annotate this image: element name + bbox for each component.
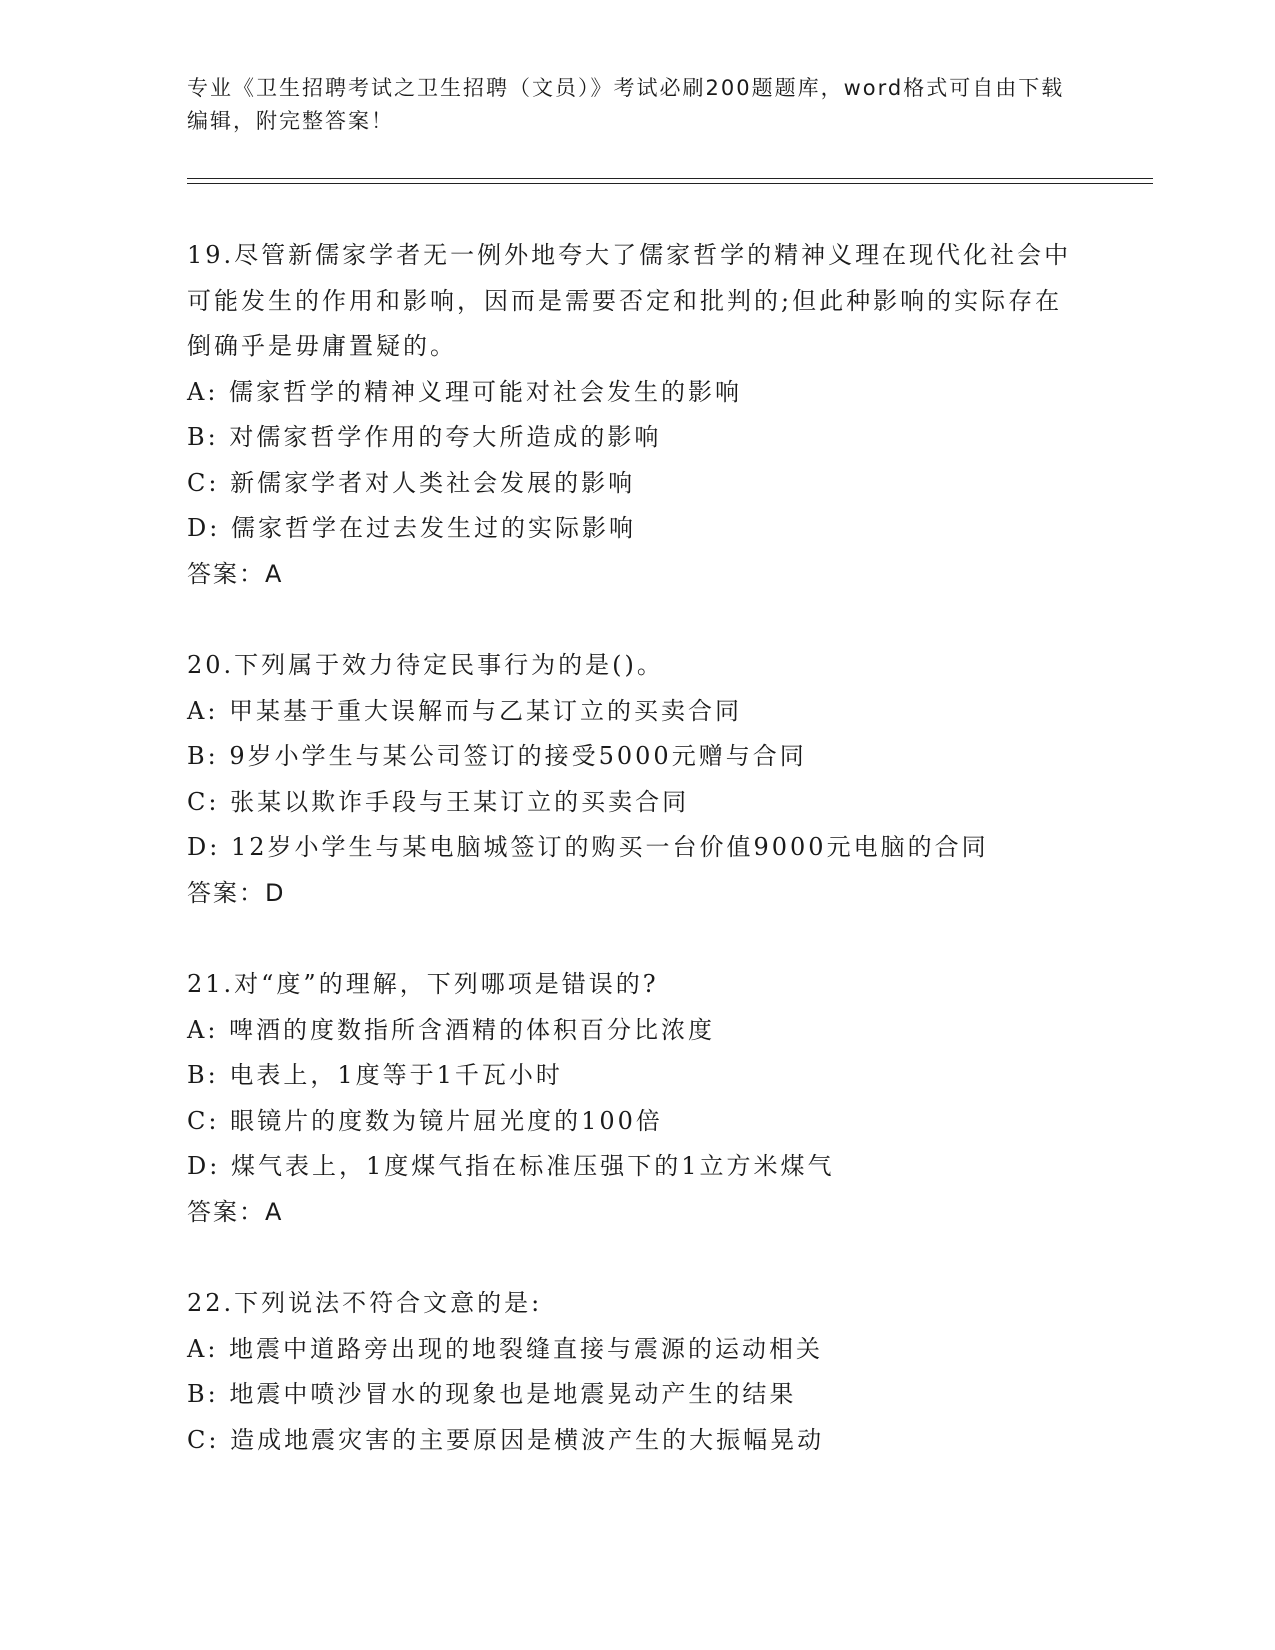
question-stem: 21.对“度”的理解，下列哪项是错误的?	[187, 970, 659, 998]
option-a: A: 地震中道路旁出现的地裂缝直接与震源的运动相关	[187, 1334, 824, 1363]
question-stem: 20.下列属于效力待定民事行为的是()。	[187, 651, 664, 679]
question-21	[187, 962, 1087, 1235]
option-a: A: 啤酒的度数指所含酒精的体积百分比浓度	[187, 1015, 716, 1044]
answer-line: 答案：A	[187, 559, 284, 588]
option-c: C: 新儒家学者对人类社会发展的影响	[187, 468, 636, 497]
option-c: C: 眼镜片的度数为镜片屈光度的100倍	[187, 1106, 663, 1135]
option-c: C: 张某以欺诈手段与王某订立的买卖合同	[187, 787, 690, 816]
option-b: B: 地震中喷沙冒水的现象也是地震晃动产生的结果	[187, 1380, 797, 1408]
question-20	[187, 643, 1087, 916]
header-divider-top	[187, 178, 1153, 179]
question-22	[187, 1281, 1087, 1463]
document-intro: 专业《卫生招聘考试之卫生招聘（文员）》考试必刷200题题库，word格式可自由下载编辑，附完整答案！	[187, 76, 1065, 133]
answer-line: 答案：A	[187, 1197, 284, 1226]
option-b: B: 电表上，1度等于1千瓦小时	[187, 1061, 563, 1089]
question-stem: 22.下列说法不符合文意的是:	[187, 1289, 543, 1317]
header-divider-bottom	[187, 183, 1153, 184]
option-a: A: 儒家哲学的精神义理可能对社会发生的影响	[187, 377, 743, 406]
option-d: D: 煤气表上，1度煤气指在标准压强下的1立方米煤气	[187, 1152, 835, 1180]
question-19	[187, 233, 1087, 597]
question-list	[187, 233, 1087, 1509]
option-a: A: 甲某基于重大误解而与乙某订立的买卖合同	[187, 696, 743, 725]
option-b: B: 对儒家哲学作用的夸大所造成的影响	[187, 423, 662, 451]
option-c: C: 造成地震灾害的主要原因是横波产生的大振幅晃动	[187, 1425, 825, 1454]
option-d: D: 儒家哲学在过去发生过的实际影响	[187, 514, 636, 542]
answer-line: 答案：D	[187, 878, 286, 907]
option-d: D: 12岁小学生与某电脑城签订的购买一台价值9000元电脑的合同	[187, 833, 989, 861]
option-b: B: 9岁小学生与某公司签订的接受5000元赠与合同	[187, 742, 807, 770]
question-stem: 19.尽管新儒家学者无一例外地夸大了儒家哲学的精神义理在现代化社会中可能发生的作用和影响，因而是需要否定和批判的;但此种影响的实际存在倒确乎是毋庸置疑的。	[187, 241, 1072, 360]
